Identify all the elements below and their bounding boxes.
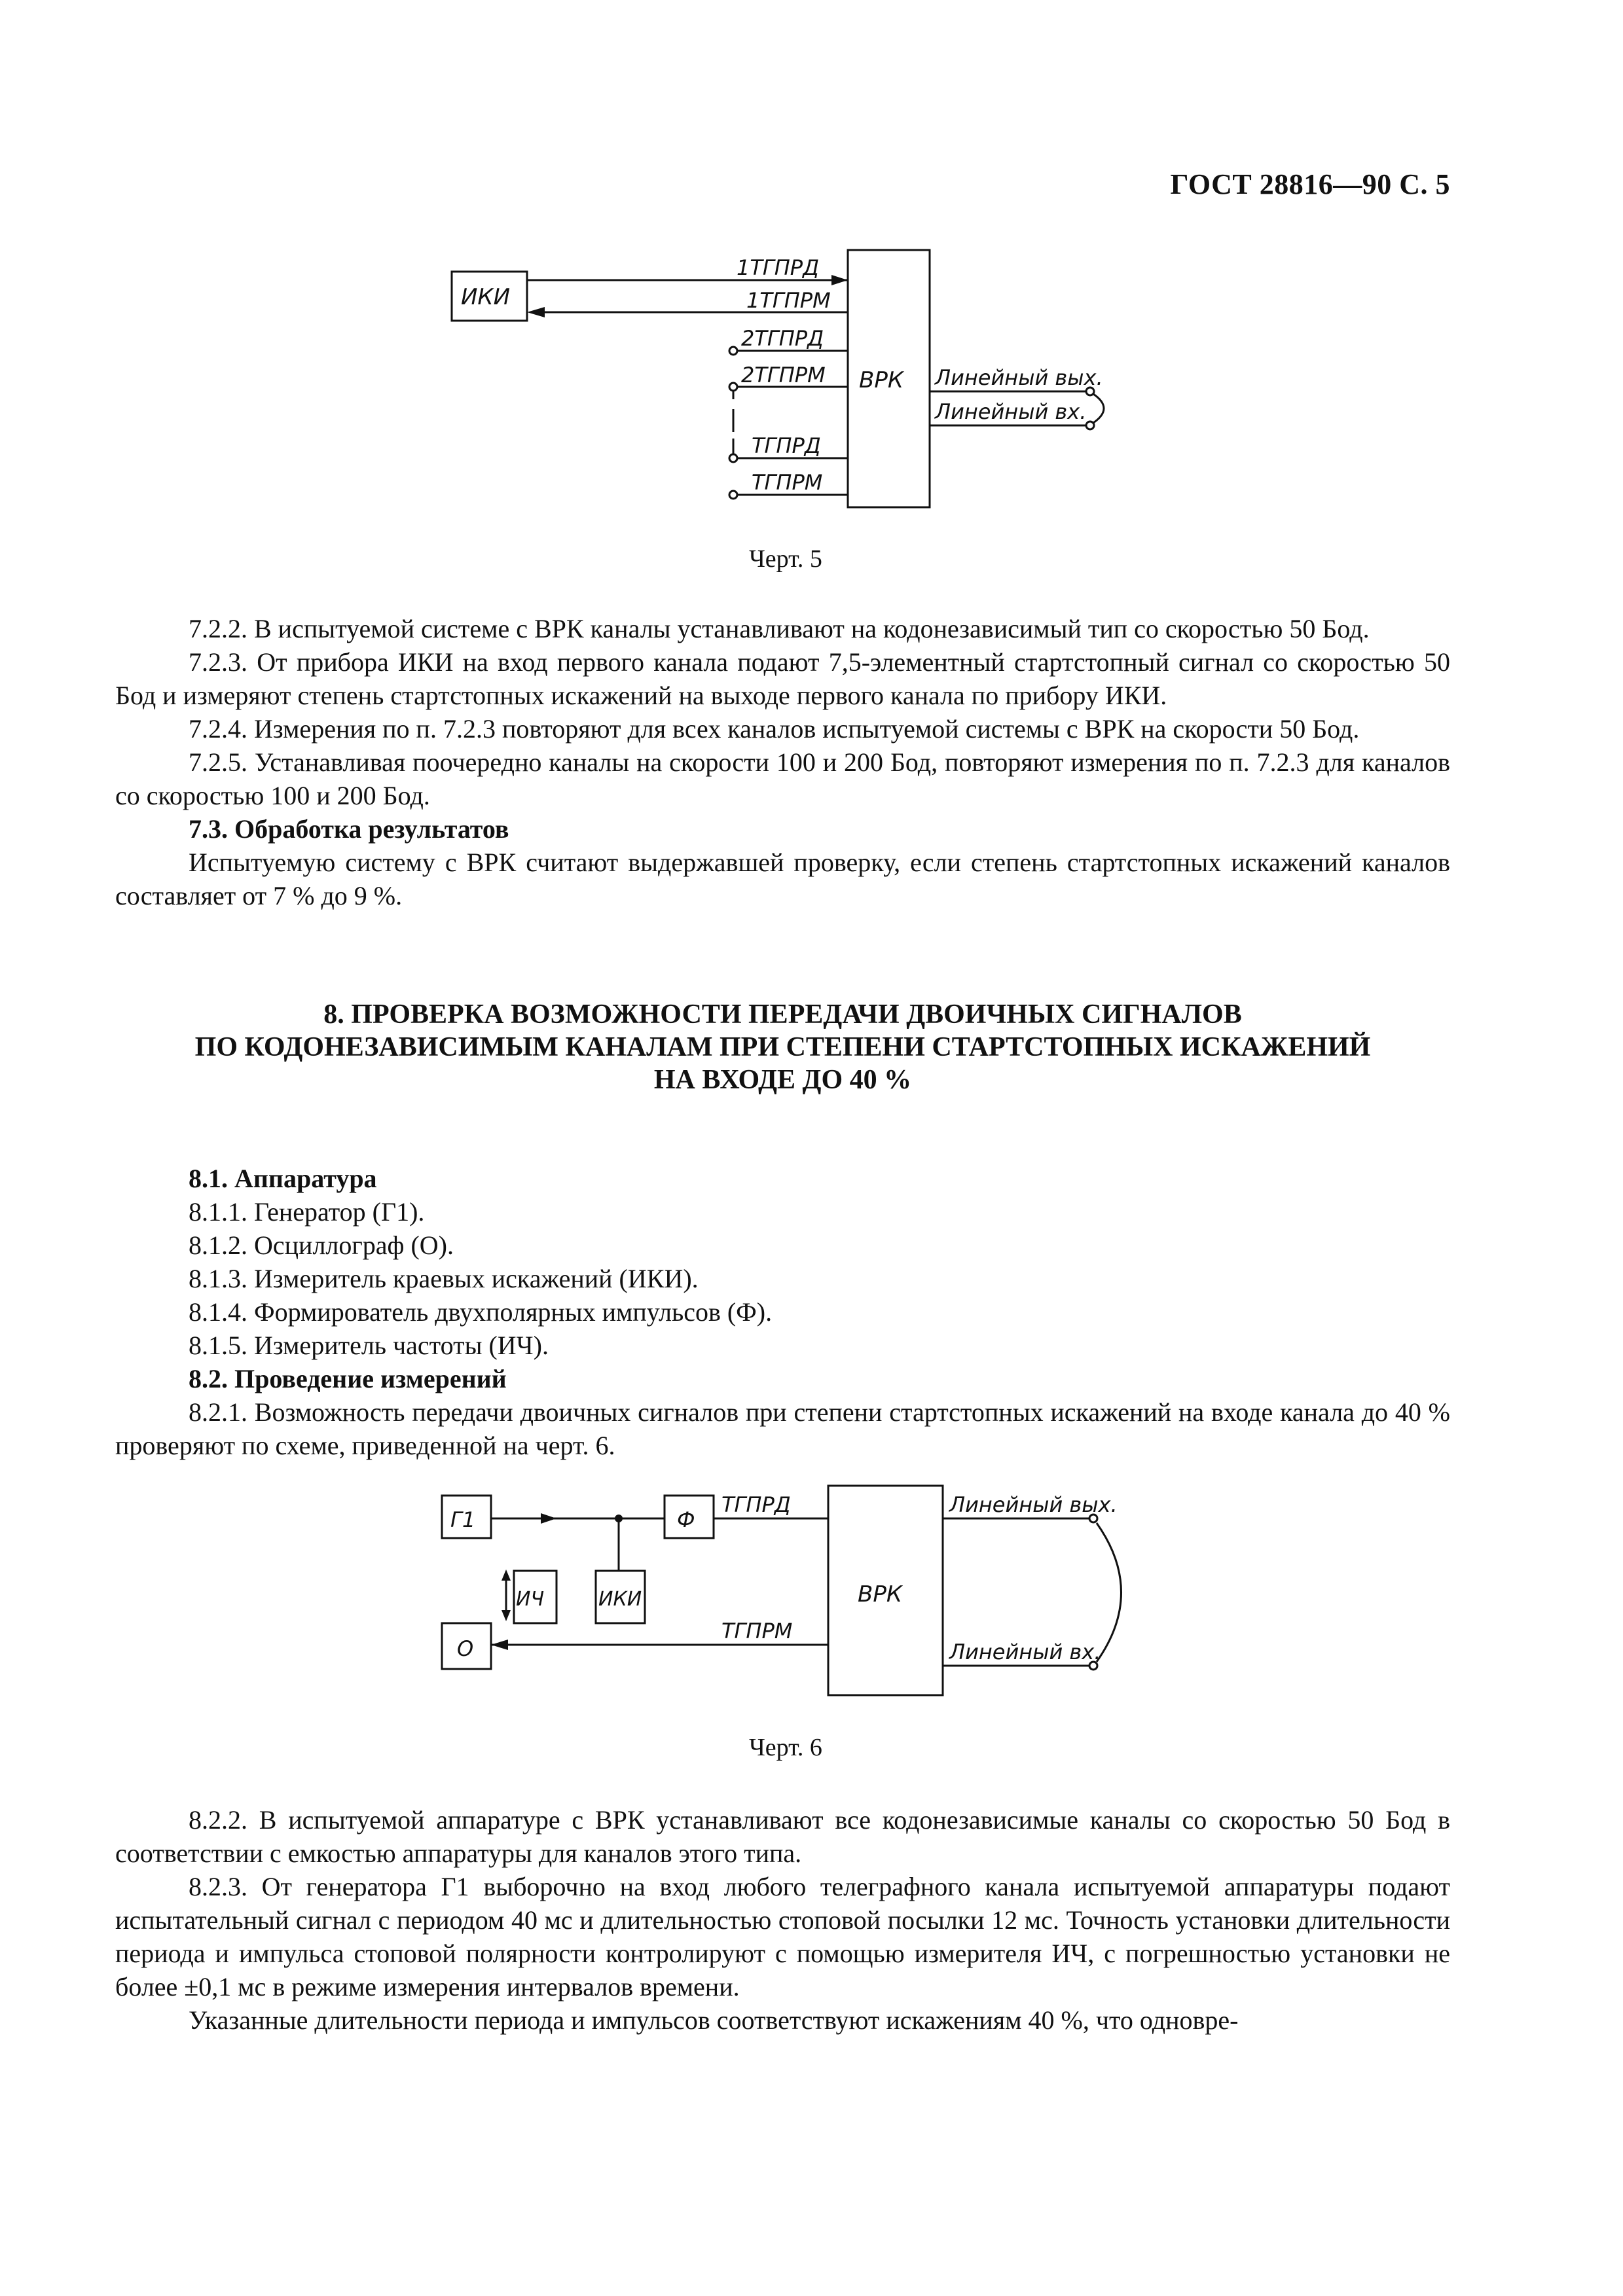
section-7-text: [115, 612, 1450, 912]
paragraph-final: Указанные длительности периода и импульсов соответствуют искажениям 40 %, что одновре-: [189, 2005, 1239, 2035]
iki-box-label: ИКИ: [598, 1588, 642, 1611]
heading-8-1: 8.1. Аппаратура: [189, 1164, 377, 1193]
port-label-tgprd: ТГПРД: [752, 433, 821, 458]
port-label-2tgprm: 2ТГПРМ: [741, 363, 826, 387]
section-8-title-line-3: НА ВХОДЕ ДО 40 %: [653, 1065, 912, 1095]
paragraph-8-2-3: 8.2.3. От генератора Г1 выборочно на вход любого телеграфного канала испытуемой аппаратуры подают испытательный сигнал с периодом 40 мс и длительностью стоповой посылки 12 мс. Точность установки длительности периода и импульса стоповой полярности контролируют с помощью измерителя ИЧ, с погрешностью установки не более ±0,1 мс в режиме измерения интервалов времени.: [115, 1872, 1450, 2001]
vrk-box-label: ВРК: [858, 1581, 902, 1607]
f-box-label: Ф: [677, 1507, 695, 1532]
paragraph-8-2-1: 8.2.1. Возможность передачи двоичных сигналов при степени стартстопных искажений на входе канала до 40 % проверяют по схеме, приведенной на черт. 6.: [115, 1397, 1450, 1460]
paragraph-7-2-2: 7.2.2. В испытуемой системе с ВРК каналы устанавливают на кодонезависимый тип со скоростью 50 Бод.: [189, 614, 1370, 643]
iki-box-label: ИКИ: [461, 284, 511, 310]
list-item: 8.1.5. Измеритель частоты (ИЧ).: [189, 1331, 549, 1360]
page-header: ГОСТ 28816—90 С. 5: [1170, 168, 1450, 200]
port-tx-label: ТГПРД: [721, 1492, 791, 1517]
port-label-1tgprm: 1ТГПРМ: [746, 288, 831, 313]
list-item: 8.1.2. Осциллограф (О).: [189, 1230, 454, 1260]
list-item: 8.1.3. Измеритель краевых искажений (ИКИ).: [189, 1264, 699, 1293]
o-box-label: О: [457, 1636, 474, 1661]
paragraph-7-2-3: 7.2.3. От прибора ИКИ на вход первого канала подают 7,5-элементный стартстопный сигнал со скоростью 50 Бод и измеряют степень стартстопных искажений на выходе первого канала по прибору ИКИ.: [115, 647, 1450, 710]
figure-5-diagram: [419, 242, 1152, 517]
paragraph-7-2-5: 7.2.5. Устанавливая поочередно каналы на скорости 100 и 200 Бод, повторяют измерения по п. 7.2.3 для каналов со скоростью 100 и 200 Бод.: [115, 747, 1450, 810]
port-label-1tgprd: 1ТГПРД: [737, 255, 820, 280]
section-8-continued-text: [115, 1803, 1450, 2037]
line-in-label: Линейный вх.: [949, 1640, 1101, 1664]
line-out-label: Линейный вых.: [935, 365, 1103, 390]
figure-6-diagram: [432, 1476, 1165, 1705]
section-8-title: [115, 998, 1450, 1096]
heading-8-2: 8.2. Проведение измерений: [189, 1364, 507, 1393]
port-label-2tgprd: 2ТГПРД: [741, 326, 824, 351]
port-rx-label: ТГПРМ: [721, 1619, 793, 1643]
g1-box-label: Г1: [450, 1507, 476, 1532]
ich-box-label: ИЧ: [516, 1588, 545, 1611]
section-8-title-line-2: ПО КОДОНЕЗАВИСИМЫМ КАНАЛАМ ПРИ СТЕПЕНИ СТАРТСТОПНЫХ ИСКАЖЕНИЙ: [194, 1032, 1371, 1062]
line-out-label: Линейный вых.: [949, 1492, 1118, 1517]
line-in-label: Линейный вх.: [935, 399, 1087, 424]
paragraph-7-3: Испытуемую систему с ВРК считают выдержавшей проверку, если степень стартстопных искажений каналов составляет от 7 % до 9 %.: [115, 848, 1450, 910]
vrk-box-label: ВРК: [859, 367, 903, 393]
section-8-text: [115, 1162, 1450, 1462]
figure-5-caption: Черт. 5: [749, 545, 822, 573]
heading-7-3: 7.3. Обработка результатов: [189, 814, 509, 844]
list-item: 8.1.4. Формирователь двухполярных импульсов (Ф).: [189, 1297, 773, 1327]
figure-6-caption: Черт. 6: [749, 1734, 822, 1761]
section-8-title-line-1: 8. ПРОВЕРКА ВОЗМОЖНОСТИ ПЕРЕДАЧИ ДВОИЧНЫХ СИГНАЛОВ: [323, 999, 1242, 1030]
paragraph-8-2-2: 8.2.2. В испытуемой аппаратуре с ВРК устанавливают все кодонезависимые каналы со скоростью 50 Бод в соответствии с емкостью аппаратуры для каналов этого типа.: [115, 1805, 1450, 1868]
port-label-tgprm: ТГПРМ: [752, 470, 823, 495]
paragraph-7-2-4: 7.2.4. Измерения по п. 7.2.3 повторяют для всех каналов испытуемой системы с ВРК на скорости 50 Бод.: [189, 714, 1360, 744]
list-item: 8.1.1. Генератор (Г1).: [189, 1197, 425, 1227]
